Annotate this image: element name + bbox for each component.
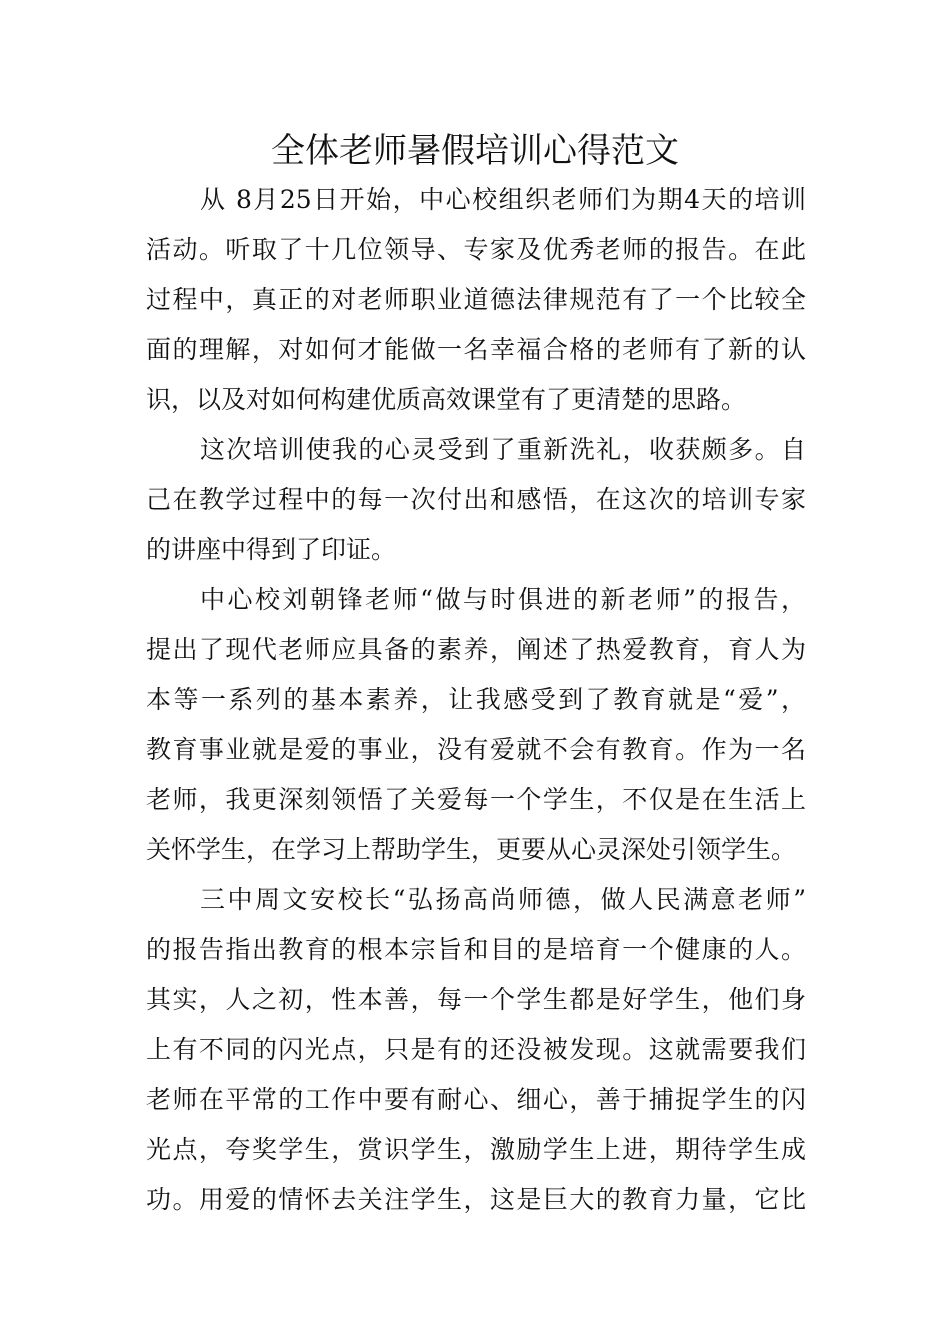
paragraph-4-line-7: 功。用爱的情怀去关注学生，这是巨大的教育力量，它比 [146,1185,806,1214]
paragraph-1-line-5: 识，以及对如何构建优质高效课堂有了更清楚的思路。 [146,385,747,414]
paragraph-1-line-2: 活动。听取了十几位领导、专家及优秀老师的报告。在此 [146,235,806,264]
paragraph-2-line-2: 己在教学过程中的每一次付出和感悟，在这次的培训专家 [146,485,806,514]
paragraph-3-line-2: 提出了现代老师应具备的素养，阐述了热爱教育，育人为 [146,635,806,664]
paragraph-4-line-2: 的报告指出教育的根本宗旨和目的是培育一个健康的人。 [146,935,806,964]
paragraph-2-line-3: 的讲座中得到了印证。 [146,535,397,564]
paragraph-3-line-4: 教育事业就是爱的事业，没有爱就不会有教育。作为一名 [146,735,806,764]
paragraph-4-line-1: 三中周文安校长“弘扬高尚师德，做人民满意老师” [200,885,806,914]
document-title: 全体老师暑假培训心得范文 [271,131,679,171]
paragraph-3-line-1: 中心校刘朝锋老师“做与时俱进的新老师”的报告， [200,585,806,614]
paragraph-1-line-1: 从 8月25日开始，中心校组织老师们为期4天的培训 [200,185,806,214]
paragraph-4-line-4: 上有不同的闪光点，只是有的还没被发现。这就需要我们 [146,1035,806,1064]
paragraph-3-line-5: 老师，我更深刻领悟了关爱每一个学生，不仅是在生活上 [146,785,806,814]
paragraph-1-line-4: 面的理解，对如何才能做一名幸福合格的老师有了新的认 [146,335,806,364]
paragraph-1-line-3: 过程中，真正的对老师职业道德法律规范有了一个比较全 [146,285,806,314]
paragraph-4-line-5: 老师在平常的工作中要有耐心、细心，善于捕捉学生的闪 [146,1085,806,1114]
paragraph-3-line-6: 关怀学生，在学习上帮助学生，更要从心灵深处引领学生。 [146,835,797,864]
paragraph-2-line-1: 这次培训使我的心灵受到了重新洗礼，收获颇多。自 [200,435,806,464]
paragraph-4-line-3: 其实，人之初，性本善，每一个学生都是好学生，他们身 [146,985,806,1014]
paragraph-3-line-3: 本等一系列的基本素养，让我感受到了教育就是“爱”， [146,685,806,714]
paragraph-4-line-6: 光点，夸奖学生，赏识学生，激励学生上进，期待学生成 [146,1135,806,1164]
